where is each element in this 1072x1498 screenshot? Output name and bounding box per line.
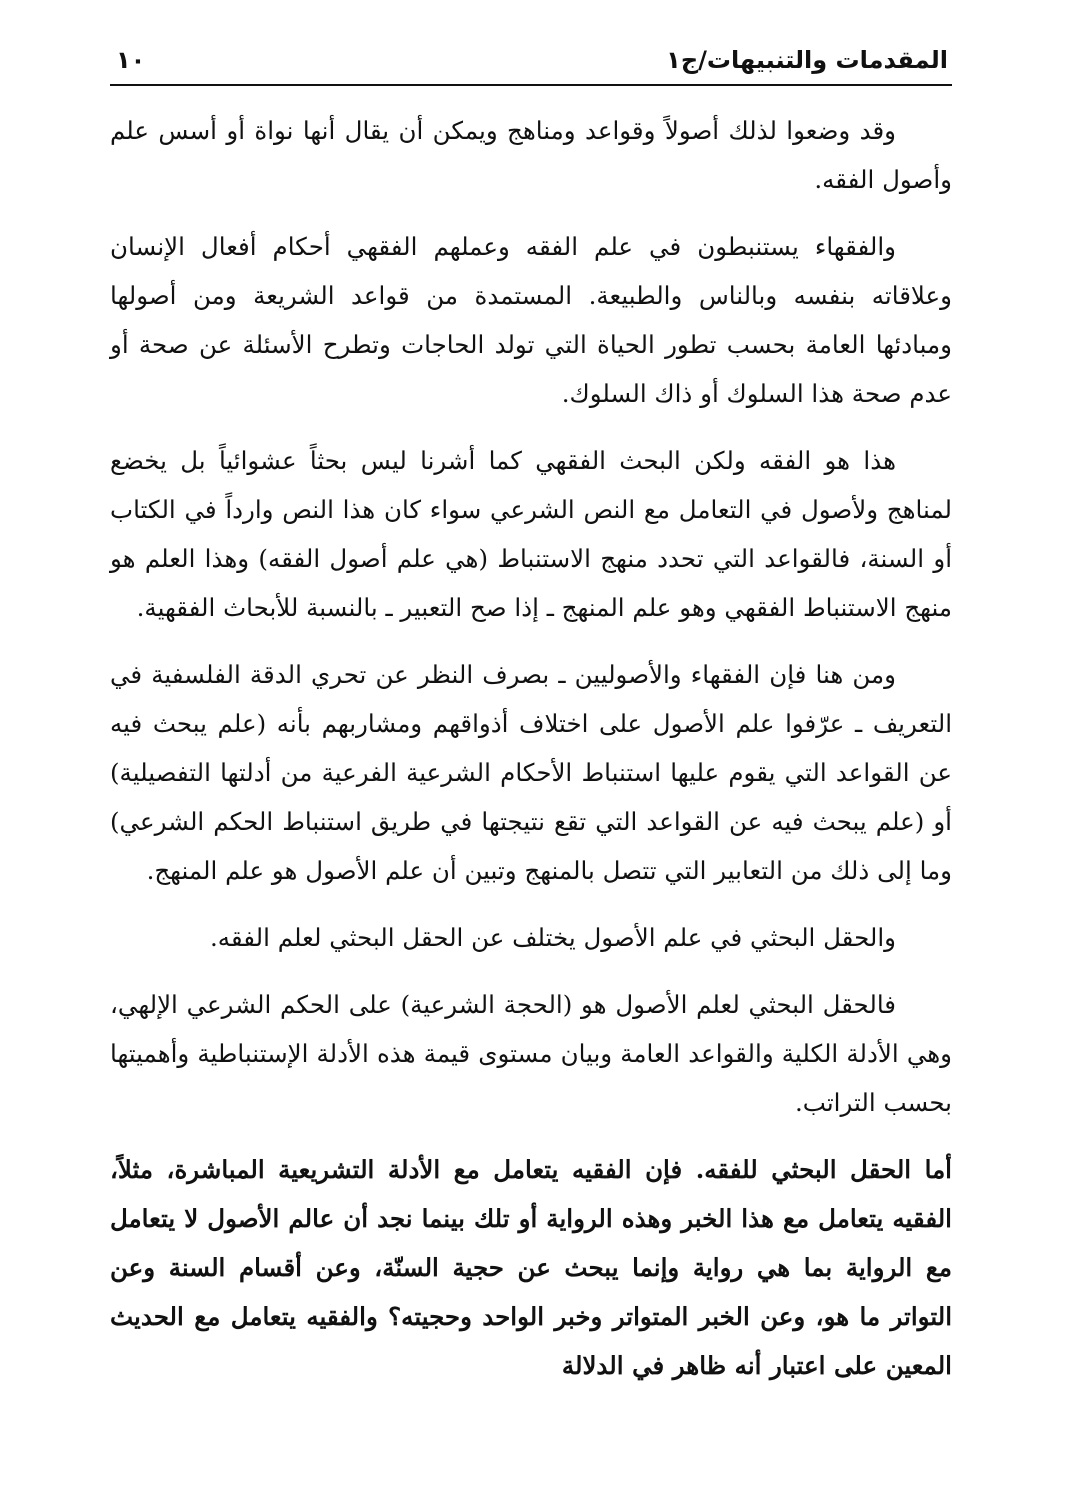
running-header	[110, 40, 952, 86]
page-number: ١٠	[116, 46, 146, 74]
running-header-title: المقدمات والتنبيهات/ج١	[666, 46, 948, 74]
paragraph-2: والفقهاء يستنبطون في علم الفقه وعملهم الفقهي أحكام أفعال الإنسان وعلاقاته بنفسه وبالناس والطبيعة. المستمدة من قواعد الشريعة ومن أصولها ومبادئها العامة بحسب تطور الحياة التي تولد الحاجات وتطرح الأسئلة عن صحة أو عدم صحة هذا السلوك أو ذاك السلوك.	[110, 232, 952, 408]
paragraph-6: فالحقل البحثي لعلم الأصول هو (الحجة الشرعية) على الحكم الشرعي الإلهي، وهي الأدلة الكلية والقواعد العامة وبيان مستوى قيمة هذه الأدلة الإستنباطية وأهميتها بحسب التراتب.	[110, 990, 952, 1117]
document-page	[110, 40, 952, 1480]
paragraph-5: والحقل البحثي في علم الأصول يختلف عن الحقل البحثي لعلم الفقه.	[209, 923, 896, 952]
paragraph-4: ومن هنا فإن الفقهاء والأصوليين ـ بصرف النظر عن تحري الدقة الفلسفية في التعريف ـ عرّفوا علم الأصول على اختلاف أذواقهم ومشاربهم بأنه (علم يبحث فيه عن القواعد التي يقوم عليها استنباط الأحكام الشرعية الفرعية من أدلتها التفصيلية) أو (علم يبحث فيه عن القواعد التي تقع نتيجتها في طريق استنباط الحكم الشرعي) وما إلى ذلك من التعابير التي تتصل بالمنهج وتبين أن علم الأصول هو علم المنهج.	[110, 660, 952, 885]
paragraph-1: وقد وضعوا لذلك أصولاً وقواعد ومناهج ويمكن أن يقال أنها نواة أو أسس علم وأصول الفقه.	[110, 116, 952, 194]
body-text	[110, 106, 952, 1390]
paragraph-3: هذا هو الفقه ولكن البحث الفقهي كما أشرنا ليس بحثاً عشوائياً بل يخضع لمناهج ولأصول في التعامل مع النص الشرعي سواء كان هذا النص وارداً في الكتاب أو السنة، فالقواعد التي تحدد منهج الاستنباط (هي علم أصول الفقه) وهذا العلم هو منهج الاستنباط الفقهي وهو علم المنهج ـ إذا صح التعبير ـ بالنسبة للأبحاث الفقهية.	[110, 446, 952, 622]
paragraph-7: أما الحقل البحثي للفقه. فإن الفقيه يتعامل مع الأدلة التشريعية المباشرة، مثلاً، الفقيه يتعامل مع هذا الخبر وهذه الرواية أو تلك بينما نجد أن عالم الأصول لا يتعامل مع الرواية بما هي رواية وإنما يبحث عن حجية السنّة، وعن أقسام السنة وعن التواتر ما هو، وعن الخبر المتواتر وخبر الواحد وحجيته؟ والفقيه يتعامل مع الحديث المعين على اعتبار أنه ظاهر في الدلالة	[110, 1155, 952, 1380]
